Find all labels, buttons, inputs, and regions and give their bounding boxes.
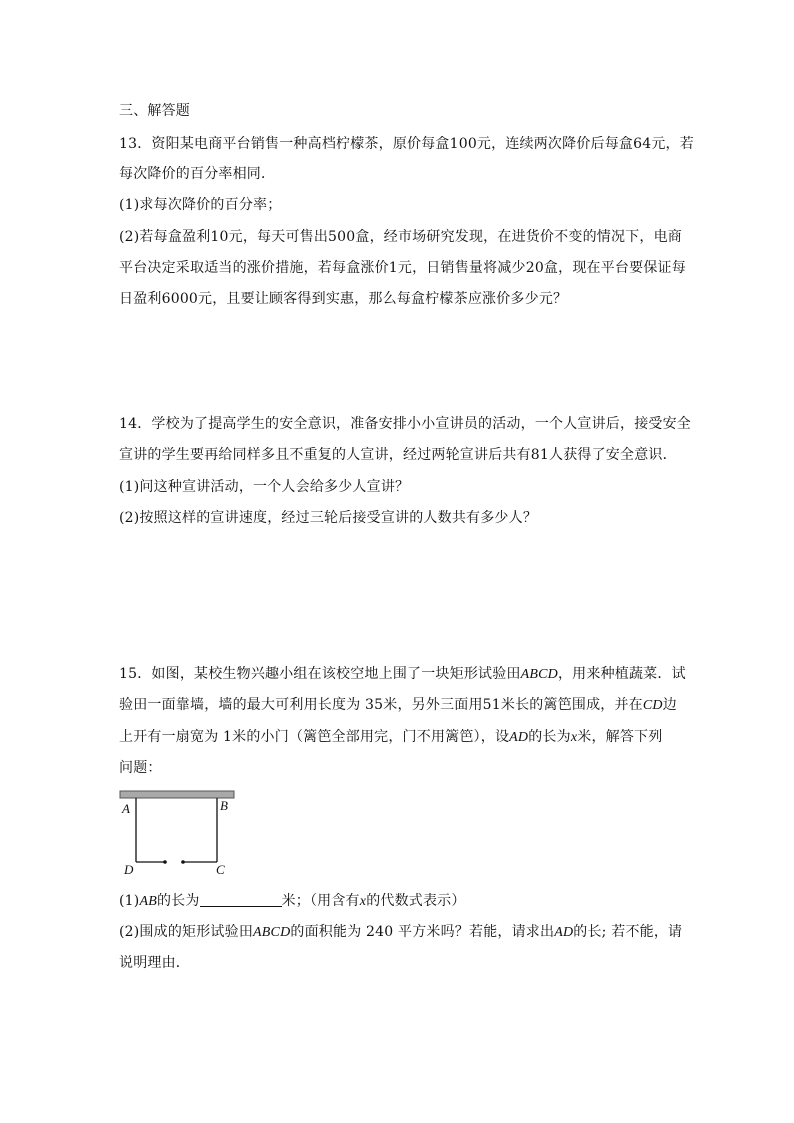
q15-line1-text: 15．如图，某校生物兴趣小组在该校空地上围了一块矩形试验田 — [119, 666, 521, 682]
q15-part2-line2: 说明理由． — [119, 955, 190, 971]
q15-line2-text-end: 边 — [662, 697, 677, 713]
q15-part1-num: (1) — [119, 893, 140, 909]
q14-line1: 14．学校为了提高学生的安全意识，准备安排小小宣讲员的活动，一个人宣讲后，接受安全 — [119, 416, 692, 432]
q14-line2: 宣讲的学生要再给同样多且不重复的人宣讲，经过两轮宣讲后共有81人获得了安全意识． — [119, 447, 677, 463]
q15-part1-text-mid: 米；（用含有 — [281, 893, 360, 909]
q15-part1-text-end: 的代数式表示） — [366, 893, 466, 909]
q15-line1 — [119, 664, 686, 685]
q15-line2-math: CD — [642, 698, 663, 713]
q15-line3-text-mid: 的长为 — [528, 729, 571, 745]
q15-line3 — [119, 727, 662, 748]
q15-part2-math-abcd: ABCD — [253, 925, 291, 940]
q14-part2: (2)按照这样的宣讲速度，经过三轮后接受宣讲的人数共有多少人？ — [119, 510, 538, 526]
q15-line1-math: ABCD — [520, 667, 558, 682]
q15-line3-math-ad: AD — [509, 730, 529, 745]
q15-part2-text-end: 的长; 若不能，请 — [573, 924, 683, 940]
q15-line1-text-end: ，用来种植蔬菜．试 — [557, 666, 686, 682]
q15-line3-text-end: 米，解答下列 — [577, 729, 663, 745]
q15-part1 — [119, 891, 466, 912]
answer-blank — [200, 892, 282, 907]
q15-line3-text: 上开有一扇宽为 1米的小门（篱笆全部用完，门不用篱笆），设 — [119, 729, 510, 745]
q15-line2 — [119, 695, 677, 716]
section-title: 三、解答题 — [119, 103, 190, 119]
q15-part2-text-mid: 的面积能为 240 平方米吗？若能，请求出 — [290, 924, 555, 940]
label-d: D — [124, 862, 134, 877]
q15-part2-text: (2)围成的矩形试验田 — [119, 924, 254, 940]
wall — [120, 791, 234, 798]
label-c: C — [216, 862, 225, 877]
q13-part2-line3: 日盈利6000元，且要让顾客得到实惠，那么每盒柠檬茶应涨价多少元？ — [119, 291, 568, 307]
label-a: A — [122, 801, 130, 816]
door-post-right — [181, 860, 185, 864]
q13-part2-line1: (2)若每盒盈利10元，每天可售出500盒，经市场研究发现，在进货价不变的情况下，电商 — [119, 229, 682, 245]
q14-part1: (1)问这种宣讲活动，一个人会给多少人宣讲？ — [119, 479, 410, 495]
q13-part1: (1)求每次降价的百分率； — [119, 197, 282, 213]
rectangle-field-figure — [115, 786, 245, 878]
door-post-left — [163, 860, 167, 864]
label-b: B — [220, 798, 228, 813]
q15-part1-math-ab: AB — [139, 894, 157, 909]
q15-line3-math-x: x — [570, 730, 578, 745]
q15-line4: 问题： — [119, 760, 162, 776]
q13-part2-line2: 平台决定采取适当的涨价措施，若每盒涨价1元，日销售量将减少20盒，现在平台要保证每 — [119, 260, 686, 276]
q15-part1-text: 的长为 — [156, 893, 200, 909]
q15-line2-text: 验田一面靠墙，墙的最大可利用长度为 35米，另外三面用51米长的篱笆围成，并在 — [119, 697, 643, 713]
q15-part2 — [119, 922, 682, 943]
q13-line1: 13．资阳某电商平台销售一种高档柠檬茶，原价每盒100元，连续两次降价后每盒64元，若 — [119, 136, 694, 152]
q13-line2: 每次降价的百分率相同． — [119, 166, 276, 182]
q15-part2-math-ad: AD — [554, 925, 574, 940]
q15-part1-math-x: x — [359, 894, 367, 909]
